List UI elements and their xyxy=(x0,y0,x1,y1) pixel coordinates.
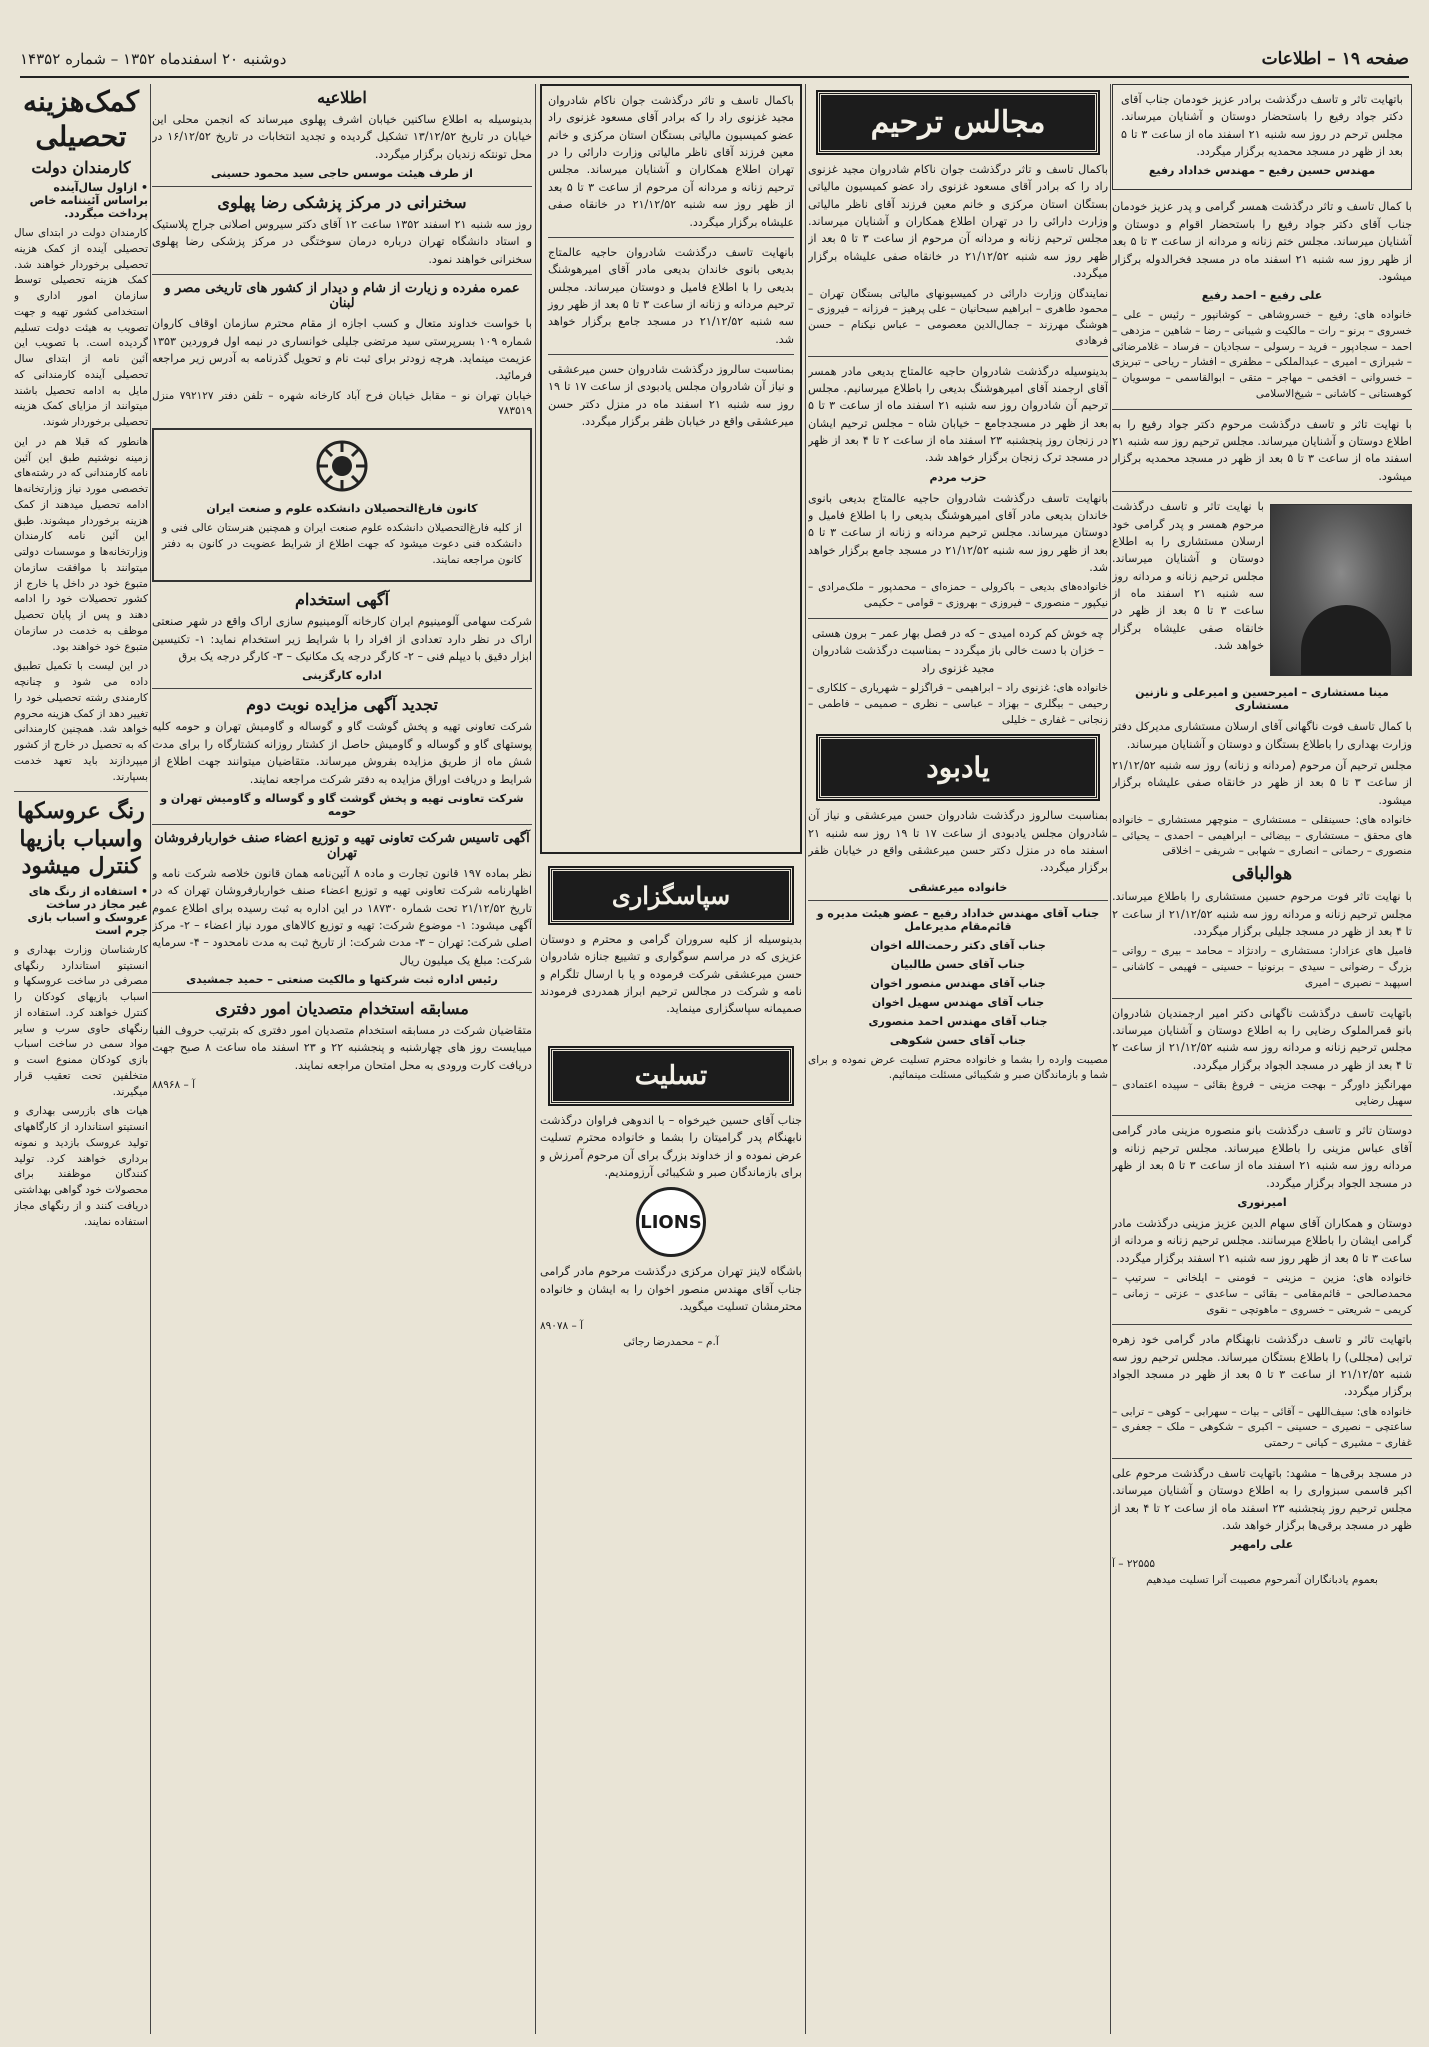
condolence-recipient: جناب آقای مهندس سهیل اخوان xyxy=(871,995,1045,1009)
exam-title: مسابقه استخدام متصدیان امور دفتری xyxy=(215,999,469,1019)
family-list: خانواده های: سیف‌اللهی – آقائی – بیات – سهرابی – کوهی – ترابی – ساعتچی – نصیری – حسینی – اکبری – شکوهی – ملک – جعفری – غفاری – مشیری – کیانی – رحمتی xyxy=(1112,1405,1412,1450)
memorial-signature: خانواده میرعشقی xyxy=(908,880,1008,894)
family-list: فامیل های عزادار: مستشاری – رادنژاد – محامد – بیری – رواتی – بزرگ – رضوانی – سیدی – برنونیا – حسینی – فهیمی – کاشانی – اسپهبد – نصیری – امیری xyxy=(1112,945,1412,989)
family-list: مهرانگیز داورگر – بهجت مزینی – فروغ بقائی – سپیده اعتمادی – سهیل رضایی xyxy=(1112,1078,1412,1107)
news-lede: • استفاده از رنگ های غیر مجاز در ساخت عروسک و اسباب بازی جرم است xyxy=(27,884,148,937)
column-divider xyxy=(1110,84,1111,2034)
page-number: صفحه ۱۹ – اطلاعات xyxy=(1261,49,1409,69)
obituary-text: بدینوسیله درگذشت شادروان حاجیه عالمتاج بدیعی مادر همسر آقای ارجمند آقای امیرهوشنگ بدیعی را باطلاع میرسانیم. مجلس ترحیم آن شادروان روز سه شنبه ۲۱ اسفند ماه از ساعت ۳ تا ۵ بعد از ظهر در مسجدجامع – خیابان شاه – مجلس ترحیم ایشان در زنجان روز پنجشنبه ۲۳ اسفند ماه از ساعت ۲ تا ۴ بعد از ظهر در مسجد ترک زنجان برگزار خواهد شد. xyxy=(808,364,1108,465)
condolence-recipient: جناب آقای مهندس احمد منصوری xyxy=(868,1014,1048,1028)
footer-note: بعموم یادبانگاران آنمرحوم مصیبت آنرا تسلیت میدهیم xyxy=(1146,1574,1378,1587)
obituary-signature: حزب مردم xyxy=(929,470,987,484)
news-body: هانطور که قبلا هم در این زمینه نوشتیم طبق این آئین نامه کارمندانی که در رشته‌های تخصصی مورد نیاز وزارتخانه‌ها ادامه تحصیل میدهند از کمک هزینه برخوردار میشوند. طبق این آئین نامه کارمندان وزارتخانه‌ها و موسسات دولتی میتوانند با موافقت سازمان متبوع خود در داخل یا خارج از کشور تحصیلات خود را ادامه دهند و پس از پایان تحصیل موظف به خدمت در سازمان متبوع خود خواهند بود. xyxy=(14,435,148,653)
coop-title: آگهی تاسیس شرکت تعاونی تهیه و توزیع اعضاء صنف خواربارفروشان تهران xyxy=(154,830,530,861)
alumni-logo-icon xyxy=(314,438,370,494)
issue-date: دوشنبه ۲۰ اسفندماه ۱۳۵۲ – شماره ۱۴۳۵۲ xyxy=(20,50,287,68)
news-body: کارشناسان وزارت بهداری و انستیتو استاندارد رنگهای مصرفی در ساخت عروسکها و اسباب بازیهای کودکان را کنترل خواهند کرد. استفاده از رنگهای حاوی سرب و سایر مواد سمی در ساخت اسباب بازی کودکان ممنوع است و متخلفین تحت تعقیب قرار میگیرند. xyxy=(14,943,148,1098)
obituary-column-right xyxy=(1112,84,1412,2034)
obituary-column-mid xyxy=(808,84,1108,2034)
obituary-signature: علی رفیع – احمد رفیع xyxy=(1201,289,1323,303)
condolence-recipient: جناب آقای مهندس منصور اخوان xyxy=(870,976,1046,990)
column-divider xyxy=(150,84,151,2034)
obituary-text: با کمال تاسف فوت ناگهانی آقای ارسلان مستشاری مدیرکل دفتر وزارت بهداری را باطلاع بستگان و دوستان و آشنایان میرساند. xyxy=(1112,720,1412,751)
condolence-recipient: جناب آقای حسن طالبیان xyxy=(890,957,1026,971)
hire-signature: اداره کارگزینی xyxy=(302,669,382,683)
obituary-text: با نهایت تاثر و تاسف درگذشت مرحوم دکتر جواد رفیع را به اطلاع دوستان و آشنایان میرساند. مجلس ترحیم روز سه شنبه ۲۱ اسفند ماه از ساعت ۳ تا ۵ بعد از ظهر در مسجد محمدیه برگزار میشود. xyxy=(1112,417,1412,483)
ad-code: آ – ۸۹۰۷۸ xyxy=(540,1320,584,1333)
thanks-column xyxy=(540,860,802,2020)
obituary-text: در مسجد برقی‌ها – مشهد: باتهایت تاسف درگذشت مرحوم علی اکبر قاسمی سبزواری را به اطلاع دوستان و آشنایان میرساند. مجلس ترحیم روز پنجشنبه ۲۳ اسفند ماه از ساعت ۲ تا ۴ بعد از ظهر در مسجد برقی‌ها برگزار خواهد شد. xyxy=(1112,1466,1412,1533)
page-header xyxy=(20,42,1409,78)
condolence-recipient: جناب آقای مهندس خداداد رفیع – عضو هیئت مدیره و قائم‌مقام مدیرعامل xyxy=(816,906,1100,933)
alumni-text: از کلیه فارغ‌التحصیلان دانشکده علوم صنعت ایران و همچنین هنرستان عالی فنی و دانشکده فنی دعوت میشود که جهت اطلاع از شرایط عضویت در کانون به دفتر کانون مراجعه نمایند. xyxy=(162,522,522,566)
obituary-text: باکمال تاسف و تاثر درگذشت جوان ناکام شادروان مجید غزنوی راد را که برادر آقای مسعود غزنوی راد عضو کمیسیون مالیاتی بستگان استان مرکزی و خانم معین فرزند آقای ناظر مالیاتی وزارت دارائی را در تهران اطلاع همکاران و آشنایان میرساند. مجلس ترحیم زنانه و مردانه آن مرحوم از ساعت ۳ تا ۵ بعد از ظهر روز سه شنبه ۲۱/۱۲/۵۲ در خانقاه صفی علیشاه برگزار میگردد. xyxy=(548,94,795,229)
notice-signature: از طرف هیئت موسس حاجی سید محمود حسینی xyxy=(211,167,473,181)
hire-title: آگهی استخدام xyxy=(294,590,390,610)
condolence-text: مصیبت وارده را بشما و خانواده محترم تسلیت عرض نموده و برای شما و بازماندگان صبر و شکیبائی مسئلت مینمائیم. xyxy=(808,1053,1108,1082)
family-list: خانواده‌های بدیعی – باکرولی – حمزه‌ای – محمدپور – ملک‌مرادی – نیکپور – منصوری – فیروزی – بهروزی – قوامی – حکیمی xyxy=(808,581,1108,610)
condolence-recipient: جناب آقای دکتر رحمت‌الله اخوان xyxy=(870,938,1046,952)
obituary-text: بانهایت تاسف درگذشت شادروان حاجیه عالمتاج بدیعی بانوی خاندان بدیعی مادر آقای امیرهوشنگ بدیعی را با اطلاع فامیل و دوستان میرساند. مجلس ترحیم مردانه و زنانه از ساعت ۳ تا ۵ بعد از ظهر روز سه شنبه ۲۱/۱۲/۵۲ در مسجد جامع برگزار خواهد شد. xyxy=(548,245,795,346)
obituary-text: با کمال تاسف و تاثر درگذشت همسر گرامی و پدر عزیز خودمان جناب آقای دکتر جواد رفیع را باستحضار اقوام و دوستان و آشنایان میرساند. مجلس ختم زنانه و مردانه از ساعت ۳ تا ۵ بعد از ظهر روز سه شنبه ۲۱ اسفند ماه در مسجد فخرالدوله برگزار میشود. xyxy=(1112,200,1412,283)
condolence-list xyxy=(808,907,1108,1047)
obituary-signature: مینا مستشاری – امیرحسین و امیرعلی و نازنین مستشاری xyxy=(1135,686,1389,713)
pilgrimage-title: عمره مفرده و زیارت از شام و دیدار از کشور های تاریخی مصر و لبنان xyxy=(164,281,520,312)
obituary-text: مجلس ترحیم آن مرحوم (مردانه و زنانه) روز سه شنبه ۲۱/۱۲/۵۲ از ساعت ۳ تا ۵ بعد از ظهر در خانقاه صفی علیشاه برگزار میشود. xyxy=(1112,758,1412,807)
subheadline: کارمندان دولت xyxy=(31,158,131,177)
news-body: کارمندان دولت در ابتدای سال تحصیلی آینده از کمک هزینه تحصیلی برخوردار خواهند شد. کمک هزینه تحصیلی توسط سازمان امور اداری و استخدامی کشور تهیه و جهت تصویب به هیئت دولت تسلیم گردیده است. با تصویب این آئین نامه از ابتدای سال تحصیلی آینده کارمندانی که مایل به ادامه تحصیل باشند میتوانند از مزایای کمک هزینه تحصیلی برخوردار شوند. xyxy=(14,227,148,428)
obituary-text: دوستان تاثر و تاسف درگذشت بانو منصوره مزینی مادر گرامی آقای عباس مزینی را باطلاع میرساند. مجلس ترحیم زنانه و مردانه روز سه شنبه ۲۱ اسفند ماه از ساعت ۳ تا ۵ بعد از ظهر در مسجد الجواد برگزار میگردد. xyxy=(1112,1124,1412,1190)
alumni-ad xyxy=(152,428,532,582)
headline: کمک‌هزینه تحصیلی xyxy=(22,85,140,153)
condolence-recipient: جناب آقای حسن شکوهی xyxy=(889,1033,1027,1047)
hire-text: شرکت سهامی آلومینیوم ایران کارخانه آلومینیوم سازی اراک واقع در شهر صنعتی اراک در نظر دارد تعدادی از افراد را با شرایط زیر استخدام نماید: ۱- تکنیسین ابزار دقیق با دیپلم فنی – ۲- کارگر درجه یک مکانیک – ۳- کارگر درجه یک برق xyxy=(152,615,532,664)
news-body: در این لیست با تکمیل تطبیق داده می شود و چنانچه کارمندی رشته تحصیلی خود را تغییر دهد از کمک هزینه محروم خواهد شد. همچنین کارمندانی که به تحصیل در خارج از کشور میپردازند باید تعهد خدمت بسپارند. xyxy=(14,660,148,783)
obituary-signature: امیرنوری xyxy=(1237,1195,1287,1209)
deceased-portrait xyxy=(1270,504,1412,676)
obituary-signature: علی رامهیر xyxy=(1230,1538,1294,1552)
tarhim-banner: مجالس ترحیم xyxy=(818,92,1098,153)
coop-signature: رئیس اداره ثبت شرکتها و مالکیت صنعتی – حمید جمشیدی xyxy=(186,973,498,987)
news-lede: • ازاول سال‌آینده براساس آئیننامه خاص پرداخت میگردد. xyxy=(29,181,148,220)
obituary-text: با نهایت تاثر فوت مرحوم حسین مستشاری را باطلاع میرساند. مجلس ترحیم زنانه و مردانه روز سه شنبه ۲۱/۱۲/۵۲ از ساعت ۲ تا ۴ بعد از ظهر در مسجد جلیلی برگزار میگردد. xyxy=(1112,890,1412,938)
news-column xyxy=(14,84,148,2034)
speech-title: سخنرانی در مرکز پزشکی رضا پهلوی xyxy=(217,193,467,213)
ad-code: ۲۲۵۵۵ – آ xyxy=(1112,1558,1156,1571)
obituary-text: باتهایت تاسف درگذشت ناگهانی دکتر امیر ارجمندیان شادروان بانو قمرالملوک رضایی را به اطلاع دوستان و آشنایان میرساند. مجلس ترحیم زنانه و مردانه روز سه شنبه ۲۱/۱۲/۵۲ از ساعت ۲ تا ۴ بعد از ظهر در مسجد الجواد برگزار میگردد. xyxy=(1112,1006,1412,1072)
memorial-text: بمناسبت سالروز درگذشت شادروان حسن میرعشقی و نیاز آن شادروان مجلس یادبودی از ساعت ۱۷ تا ۱۹ روز سه شنبه ۲۱ اسفند ماه در منزل دکتر حسن میرعشقی واقع در خیابان ظفر برگزار میگردد. xyxy=(808,809,1108,875)
family-list: خانواده های: رفیع – خسروشاهی – کوشانپور – رئیس – علی – خسروی – برنو – رات – مالکیت و شیبانی – رضا – شاهین – مزدهی – احمد – سجادپور – فرید – رسولی – سجادیان – فرساد – غلامرضائی – شیرازی – امیری – عبدالملکی – مظفری – افشار – ریاحی – تبریزی – خسروانی – افخمی – مهاجر – متقی – ابوالقاسمی – موسویان – کوهستانی – کاشانی – شیخ‌الاسلامی xyxy=(1112,309,1412,400)
lions-club-logo: LIONS xyxy=(636,1187,706,1257)
pilgrimage-text: با خواست خداوند متعال و کسب اجازه از مقام محترم سازمان اوقاف کاروان شماره ۱۰۹ بسرپرستی سید مرتضی جلیلی خوانساری در نیمه اول فروردین ۱۳۵۳ عزیمت مینماید. هرچه زودتر برای ثبت نام و تحویل گذرنامه به آدرس زیر مراجعه فرمائید. xyxy=(152,317,532,383)
column-divider xyxy=(805,84,806,2034)
speech-text: روز سه شنبه ۲۱ اسفند ۱۳۵۲ ساعت ۱۲ آقای دکتر سیروس اصلانی جراح پلاستیک و استاد دانشگاه تهران درباره درمان سوختگی در مرکز پزشکی رضا پهلوی سخنرانی خواهند نمود. xyxy=(152,218,532,266)
auction-text: شرکت تعاونی تهیه و پخش گوشت گاو و گوساله و گاومیش تهران و حومه کلیه پوستهای گاو و گوساله و گاومیش حاصل از کشتار روزانه کشتارگاه را برای مدت شش ماه از طریق مزایده بفروش میرساند. متقاضیان میتوانند جهت اطلاع از شرایط و دریافت اوراق مزایده به دفتر شرکت مراجعه نمایند. xyxy=(152,720,532,786)
footer-signature: آ.م – محمدرضا رجائی xyxy=(623,1336,719,1349)
news-body: هیات های بازرسی بهداری و انستیتو استاندارد از کارگاههای تولید عروسک بازدید و نمونه برداری خواهند کرد. تولید کنندگان موظفند برای محصولات خود گواهی بهداشتی دریافت کنند و از رنگهای مجاز استفاده نمایند. xyxy=(14,1105,148,1228)
notices-column xyxy=(152,84,532,2034)
sepasgozari-banner: سپاسگزاری xyxy=(550,868,792,923)
poem-text: چه خوش کم کرده امیدی – که در فصل بهار عمر – برون هستی – خزان با دست خالی باز میگردد – بمناسبت درگذشت شادروان مجید غزنوی راد xyxy=(811,626,1105,675)
auction-signature: شرکت تعاونی تهیه و پخش گوشت گاو و گوساله و گاومیش تهران و حومه xyxy=(160,791,524,818)
headline: رنگ عروسکها واسباب بازیها کنترل میشود xyxy=(17,798,145,880)
pilgrimage-address: خیابان تهران نو – مقابل خیابان فرح آباد کارخانه شهره – تلفن دفتر ۷۹۲۱۲۷ منزل ۷۸۳۵۱۹ xyxy=(152,389,532,418)
obituary-text: دوستان و همکاران آقای سهام الدین عزیز مزینی درگذشت مادر گرامی ایشان را باطلاع میرسانند. مجلس ترحیم زنانه و مردانه از ساعت ۳ تا ۵ بعد از ظهر روز سه شنبه ۲۱ اسفند برگزار میگردد. xyxy=(1112,1216,1412,1265)
section-heading: هوالباقی xyxy=(1231,864,1293,885)
taslit-banner: تسلیت xyxy=(550,1048,792,1104)
thanks-text: بدینوسیله از کلیه سروران گرامی و محترم و دوستان عزیزی که در مراسم سوگواری و تشییع جنازه شادروان حسن میرعشقی شرکت فرموده و یا با ارسال تلگرام و نامه و شرکت در مجالس ترحیم ابراز همدردی فرمودند صمیمانه سپاسگزاری مینماید. xyxy=(540,933,802,1016)
obituary-signature: نمایندگان وزارت دارائی در کمیسیونهای مالیاتی بستگان تهران – محمود طاهری – ابراهیم سبحانیان – علی پرهیز – فرزانه – فیروزی – هوشنگ مهرزند – جمال‌الدین معصومی – عباس نیکنام – حسن فرهادی xyxy=(808,287,1108,347)
obituary-text: باتهایت تاثر و تاسف درگذشت برادر عزیز خودمان جناب آقای دکتر جواد رفیع را باستحضار دوستان و آشنایان میرساند. مجلس ترحم در روز سه شنبه ۲۱ اسفند ماه از ساعت ۳ تا ۵ بعد از ظهر در مسجد محمدیه برگزار میگردد. xyxy=(1121,93,1404,159)
auction-title: تجدید آگهی مزایده نوبت دوم xyxy=(246,695,438,715)
family-list: خانواده های: غزنوی راد – ابراهیمی – قراگزلو – شهریاری – کلکاری – رحیمی – بیگلری – بهزاد – عباسی – نظری – صمیمی – فاطمی – زنجانی – غفاری – خلیلی xyxy=(808,682,1108,726)
family-list: خانواده های: حسینقلی – مستشاری – منوچهر مستشاری – خانواده های محقق – مستشاری – بیضائی – ابراهیمی – احمدی – یحیائی – منصوری – رحمانی – انصاری – شهابی – شریفی – اخلاقی xyxy=(1112,813,1412,858)
obituary-signature: مهندس حسین رفیع – مهندس خداداد رفیع xyxy=(1148,164,1376,178)
notice-text: بدینوسیله به اطلاع ساکنین خیابان اشرف پهلوی میرساند که انجمن محلی این خیابان در تاریخ ۱۳/۱۲/۵۲ تشکیل گردیده و تجدید انتخابات در تاریخ ۱۶/۱۲/۵۲ در محل تونتکه زندیان برگزار میگردد. xyxy=(152,113,532,161)
column-divider xyxy=(535,84,536,2034)
coop-text: نظر بماده ۱۹۷ قانون تجارت و ماده ۸ آئین‌نامه همان قانون خلاصه شرکت نامه و اظهارنامه شرکت تعاونی تهیه و توزیع اعضاء صنف خواربارفروشان تهران که در تاریخ ۲۱/۱۲/۵۲ تحت شماره ۱۸۷۳۰ در این اداره به ثبت رسیده برای اطلاع عموم آگهی میشود: ۱- موضوع شرکت: تهیه و توزیع کالاهای مورد نیاز اعضاء – ۲- مرکز اصلی شرکت: تهران – ۳- مدت شرکت: از تاریخ ثبت به مدت نامحدود – ۴- سرمایه شرکت: مبلغ یک میلیون ریال xyxy=(152,866,532,967)
obituary-column-mid-upper xyxy=(540,84,802,854)
obituary-text: بانهایت تاسف درگذشت شادروان حاجیه عالمتاج بدیعی بانوی خاندان بدیعی مادر آقای امیرهوشنگ بدیعی را با اطلاع فامیل و دوستان میرساند. مجلس ترحیم مردانه و زنانه از ساعت ۳ تا ۵ بعد از ظهر روز سه شنبه ۲۱/۱۲/۵۲ در مسجد جامع برگزار خواهد شد. xyxy=(808,491,1108,575)
notice-title: اطلاعیه xyxy=(317,88,367,107)
ad-code: آ – ۸۸۹۶۸ xyxy=(152,1079,196,1092)
alumni-caption: کانون فارغ‌التحصیلان دانشکده علوم و صنعت ایران xyxy=(206,502,478,516)
condolence-text: باشگاه لاینز تهران مرکزی درگذشت مرحوم مادر گرامی جناب آقای مهندس منصور اخوان را به ایشان و خانواده محترمشان تسلیت میگوید. xyxy=(540,1265,802,1313)
obituary-text: با نهایت تاثر و تاسف درگذشت مرحوم همسر و پدر گرامی خود ارسلان مستشاری را به اطلاع دوستان و آشنایان میرساند. مجلس ترحیم زنانه و مردانه روز سه شنبه ۲۱ اسفند ماه از ساعت ۳ تا ۵ بعد از ظهر در خانقاه صفی علیشاه برگزار خواهد شد. xyxy=(1112,500,1265,653)
yadbud-banner: یادبود xyxy=(818,736,1098,799)
obituary-text: باکمال تاسف و تاثر درگذشت جوان ناکام شادروان مجید غزنوی راد را که برادر آقای مسعود غزنوی راد عضو کمیسیون مالیاتی بستگان استان مرکزی و خانم معین فرزند آقای ناظر مالیاتی وزارت دارائی را در تهران اطلاع همکاران و آشنایان میرساند. مجلس ترحیم زنانه و مردانه آن مرحوم از ساعت ۳ تا ۵ بعد از ظهر روز سه شنبه ۲۱/۱۲/۵۲ در خانقاه صفی علیشاه برگزار میگردد. xyxy=(808,163,1108,281)
obituary-text: باتهایت تاثر و تاسف درگذشت نابهنگام مادر گرامی خود زهره ترابی (مجللی) را باطلاع بستگان میرساند. مجلس ترحیم روز سه شنبه ۲۱/۱۲/۵۲ از ساعت ۳ تا ۵ بعد از ظهر در مسجد الجواد برگزار میگردد. xyxy=(1112,1333,1412,1399)
exam-text: متقاضیان شرکت در مسابقه استخدام متصدیان امور دفتری که بترتیب حروف الفبا میبایست روز های چهارشنبه و پنجشنبه ۲۲ و ۲۳ اسفند ماه ساعت ۸ صبح جهت دریافت کارت ورودی به محل امتحان مراجعه نمایند. xyxy=(152,1024,532,1072)
condolence-text: جناب آقای حسین خیرخواه – با اندوهی فراوان درگذشت نابهنگام پدر گرامیتان را بشما و خانواده محترم تسلیت عرض نموده و از خداوند بزرگ برای آن مرحوم آمرزش و برای بازماندگان صبر و شکیبائی آرزومندیم. xyxy=(540,1113,802,1179)
obituary-text: بمناسبت سالروز درگذشت شادروان حسن میرعشقی و نیاز آن شادروان مجلس یادبودی از ساعت ۱۷ تا ۱۹ روز سه شنبه ۲۱ اسفند ماه در منزل دکتر حسن میرعشقی واقع در خیابان ظفر برگزار میگردد. xyxy=(548,363,794,429)
family-list: خانواده های: مزین – مزینی – فومنی – ایلخانی – سرتیپ – محمدصالحی – قائم‌مقامی – بقائی – ساعدی – عزتی – زمانی – کریمی – شریعتی – خسروی – ماهوتچی – نقوی xyxy=(1112,1272,1412,1316)
